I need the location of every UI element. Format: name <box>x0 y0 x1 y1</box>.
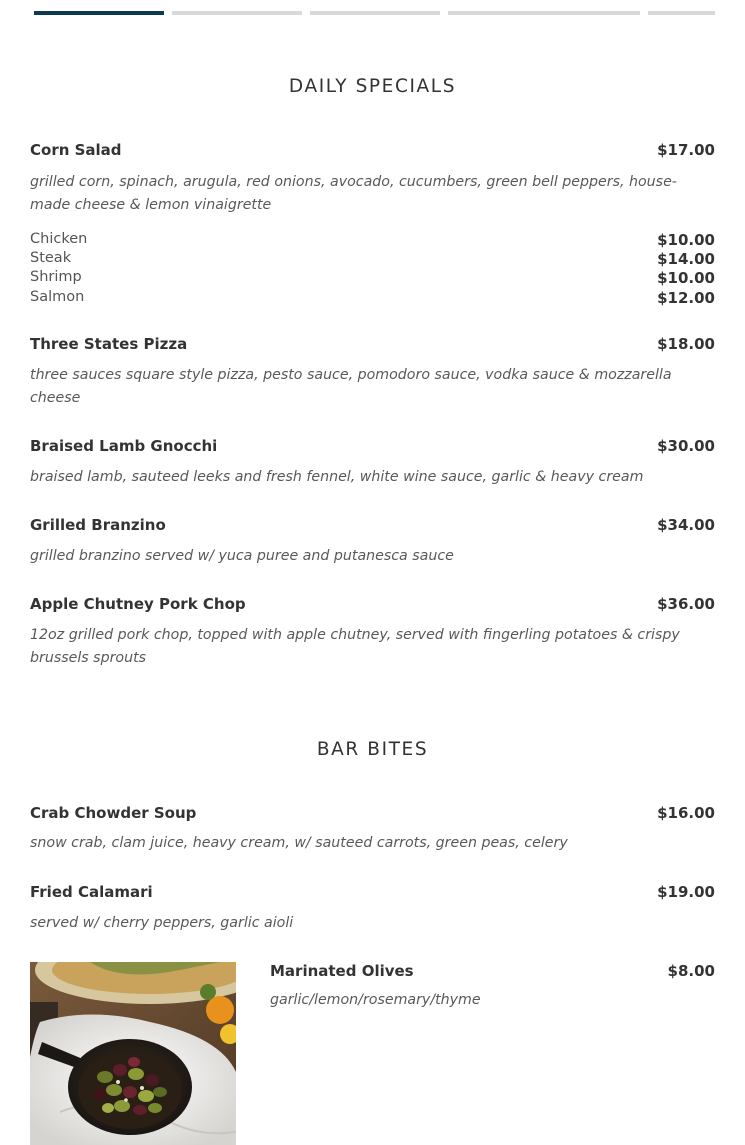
item-name: Marinated Olives <box>270 962 414 980</box>
item-name: Braised Lamb Gnocchi <box>30 437 218 455</box>
addon-row <box>30 289 715 308</box>
menu-item <box>30 804 715 864</box>
item-name: Grilled Branzino <box>30 516 166 534</box>
item-name: Corn Salad <box>30 141 122 159</box>
addon-price: $10.00 <box>657 269 715 287</box>
addon-price: $14.00 <box>657 250 715 268</box>
addon-name: Chicken <box>30 231 88 247</box>
item-description: braised lamb, sauteed leeks and fresh fennel, white wine sauce, garlic & heavy cream <box>30 469 644 485</box>
menu-item <box>30 883 715 943</box>
item-price: $8.00 <box>667 962 715 980</box>
menu-item <box>30 595 715 675</box>
item-description: 12oz grilled pork chop, topped with apple chutney, served with fingerling potatoes & crispy brussels sprouts <box>30 627 680 666</box>
addon-row <box>30 250 715 269</box>
addon-row <box>30 269 715 288</box>
marinated-olives-photo <box>30 962 236 1145</box>
item-description: three sauces square style pizza, pesto sauce, pomodoro sauce, vodka sauce & mozzarella cheese <box>30 367 672 406</box>
addon-name: Shrimp <box>30 269 82 285</box>
tab-3[interactable] <box>310 11 440 15</box>
menu-item <box>30 335 715 415</box>
item-name: Apple Chutney Pork Chop <box>30 595 246 613</box>
addon-price: $10.00 <box>657 231 715 249</box>
menu-tab-bar <box>34 11 715 15</box>
olives-dish-image <box>30 962 236 1145</box>
item-price: $16.00 <box>657 804 715 822</box>
item-description: garlic/lemon/rosemary/thyme <box>270 992 481 1008</box>
item-price: $36.00 <box>657 595 715 613</box>
menu-item <box>30 437 715 497</box>
addon-name: Steak <box>30 250 72 266</box>
menu-item <box>30 141 715 221</box>
item-price: $34.00 <box>657 516 715 534</box>
tab-5[interactable] <box>648 11 715 15</box>
item-description: grilled corn, spinach, arugula, red onions, avocado, cucumbers, green bell peppers, house-made cheese & lemon vinaigrette <box>30 174 677 213</box>
item-name: Fried Calamari <box>30 883 153 901</box>
item-price: $17.00 <box>657 141 715 159</box>
item-description: served w/ cherry peppers, garlic aioli <box>30 915 294 931</box>
addon-row <box>30 231 715 250</box>
tab-4[interactable] <box>448 11 640 15</box>
section-title-daily-specials: DAILY SPECIALS <box>288 76 457 97</box>
section-title-bar-bites: BAR BITES <box>316 739 429 760</box>
tab-2[interactable] <box>172 11 302 15</box>
item-description: snow crab, clam juice, heavy cream, w/ sauteed carrots, green peas, celery <box>30 835 568 851</box>
addon-price: $12.00 <box>657 289 715 307</box>
item-price: $19.00 <box>657 883 715 901</box>
item-price: $18.00 <box>657 335 715 353</box>
item-description: grilled branzino served w/ yuca puree and putanesca sauce <box>30 548 454 564</box>
item-name: Three States Pizza <box>30 335 188 353</box>
addon-name: Salmon <box>30 289 85 305</box>
menu-item <box>270 962 715 1022</box>
item-name: Crab Chowder Soup <box>30 804 197 822</box>
tab-1[interactable] <box>34 11 164 15</box>
item-price: $30.00 <box>657 437 715 455</box>
menu-item <box>30 516 715 576</box>
